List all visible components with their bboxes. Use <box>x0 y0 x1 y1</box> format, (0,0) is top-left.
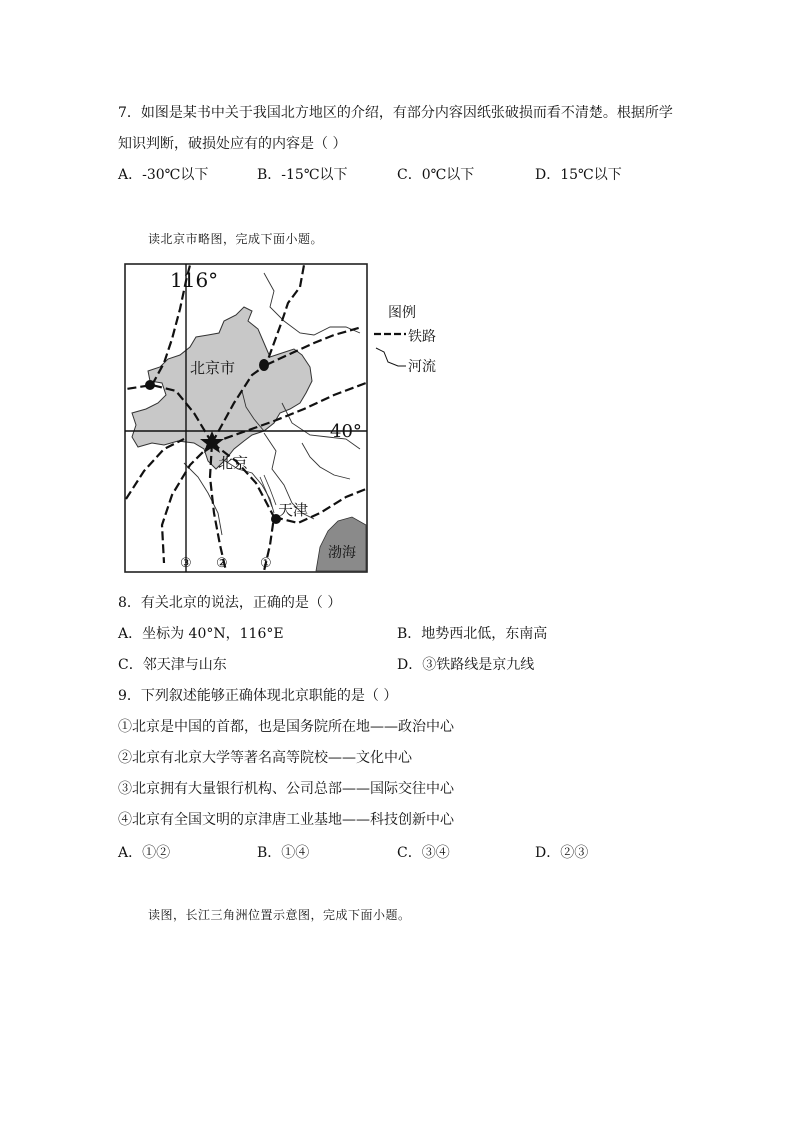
rail-marker-3: ③ <box>180 556 192 571</box>
longitude-label: 116° <box>170 268 219 292</box>
q7-option-a: A．-30℃以下 <box>118 167 209 183</box>
latitude-label: 40° <box>330 421 362 442</box>
city-dot-north <box>259 359 269 371</box>
legend-river-icon <box>376 348 406 366</box>
q7-option-c: C．0℃以下 <box>397 167 475 183</box>
q8-option-a: A．坐标为 40°N，116°E <box>118 626 284 642</box>
legend-railway-label: 铁路 <box>408 329 436 345</box>
legend-title: 图例 <box>388 305 416 321</box>
q8-option-b: B．地势西北低，东南高 <box>397 626 548 642</box>
q9-item-2: ②北京有北京大学等著名高等院校——文化中心 <box>118 750 412 766</box>
q8-stem: 8．有关北京的说法，正确的是（ ） <box>118 595 342 611</box>
q7-line1: 7．如图是某书中关于我国北方地区的介绍，有部分内容因纸张破损而看不清楚。根据所学 <box>118 105 673 121</box>
beijing-map <box>124 263 368 573</box>
q9-option-a: A．①② <box>118 845 171 861</box>
q7-option-b: B．-15℃以下 <box>257 167 348 183</box>
q9-item-4: ④北京有全国文明的京津唐工业基地——科技创新中心 <box>118 812 454 828</box>
rail-marker-2: ② <box>216 556 228 571</box>
legend-river-label: 河流 <box>408 359 436 375</box>
q9-item-1: ①北京是中国的首都，也是国务院所在地——政治中心 <box>118 719 454 735</box>
q9-stem: 9．下列叙述能够正确体现北京职能的是（ ） <box>118 688 398 704</box>
q9-option-c: C．③④ <box>397 845 450 861</box>
q7-option-d: D．15℃以下 <box>535 167 622 183</box>
q9-option-d: D．②③ <box>535 845 589 861</box>
rail-marker-1: ① <box>260 556 272 571</box>
city-dot-northwest <box>145 380 155 390</box>
q8-option-c: C．邻天津与山东 <box>118 657 227 673</box>
map-intro: 读北京市略图，完成下面小题。 <box>148 232 324 246</box>
legend-symbols <box>372 326 410 376</box>
tianjin-label: 天津 <box>278 501 309 519</box>
q7-line2: 知识判断，破损处应有的内容是（ ） <box>118 136 347 152</box>
beijing-label: 北京 <box>218 454 249 472</box>
q9-option-b: B．①④ <box>257 845 310 861</box>
q8-option-d: D．③铁路线是京九线 <box>397 657 535 673</box>
bohai-label: 渤海 <box>328 545 356 561</box>
beijing-municipality-label: 北京市 <box>190 359 236 377</box>
q9-item-3: ③北京拥有大量银行机构、公司总部——国际交往中心 <box>118 781 454 797</box>
yangtze-intro: 读图，长江三角洲位置示意图，完成下面小题。 <box>148 908 411 922</box>
